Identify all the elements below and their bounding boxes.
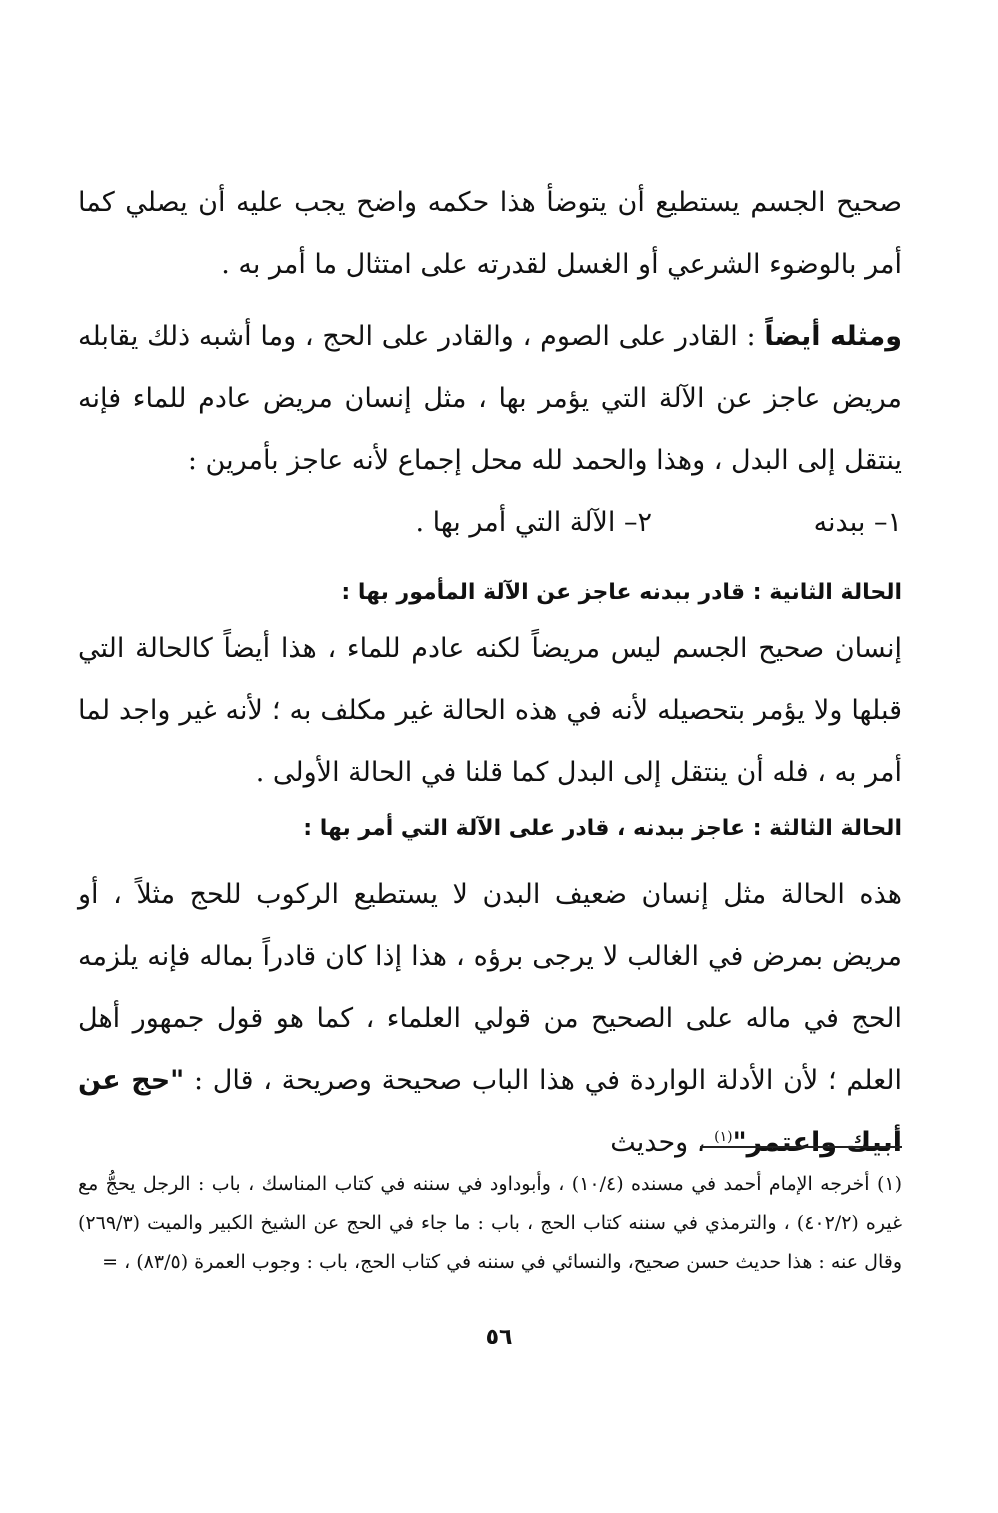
footnotes: [78, 1165, 902, 1282]
paragraph-4-text: هذه الحالة مثل إنسان ضعيف البدن لا يستطيع الركوب للحج مثلاً ، أو مريض بمرض في الغالب لا يرجى برؤه ، هذا إذا كان قادراً بماله فإنه يلزمه الحج في ماله على الصحيح من قولي العلماء ، كما هو قول جمهور أهل العلم ؛ لأن الأدلة الواردة في هذا الباب صحيحة وصريحة ، قال :: [78, 879, 902, 1096]
list-item-1: ١– ببدنه: [813, 507, 902, 538]
footnote-divider: [700, 1146, 902, 1148]
paragraph-3: إنسان صحيح الجسم ليس مريضاً لكنه عادم للماء ، هذا أيضاً كالحالة التي قبلها ولا يؤمر بتحصيله لأنه في هذه الحالة غير مكلف به ؛ لأنه غير واجد لما أمر به ، فله أن ينتقل إلى البدل كما قلنا في الحالة الأولى .: [78, 633, 902, 788]
paragraph-1: صحيح الجسم يستطيع أن يتوضأ هذا حكمه واضح يجب عليه أن يصلي كما أمر بالوضوء الشرعي أو الغسل لقدرته على امتثال ما أمر به .: [78, 187, 902, 280]
section-heading-2: الحالة الثانية : قادر ببدنه عاجز عن الآلة المأمور بها :: [341, 580, 902, 605]
section-heading-3: الحالة الثالثة : عاجز ببدنه ، قادر على الآلة التي أمر بها :: [303, 816, 902, 841]
paragraph-2-text: : القادر على الصوم ، والقادر على الحج ، وما أشبه ذلك يقابله مريض عاجز عن الآلة التي يؤمر بها ، مثل إنسان مريض عادم للماء فإنه ينتقل إلى البدل ، وهذا والحمد لله محل إجماع لأنه عاجز بأمرين :: [78, 321, 902, 476]
list-item-2: ٢– الآلة التي أمر بها .: [415, 507, 652, 538]
paragraph-2: [78, 306, 902, 492]
page-number: ٥٦: [485, 1325, 513, 1350]
paragraph-4: [78, 864, 902, 1174]
main-text: [78, 172, 902, 1174]
hadith-quote: "حج عن أبيك واعتمر": [78, 1065, 902, 1158]
footnote-ref: (١): [714, 1129, 733, 1145]
list-line: [78, 492, 902, 554]
footnote-1: (١) أخرجه الإمام أحمد في مسنده (١٠/٤) ، وأبوداود في سننه في كتاب المناسك ، باب : الرجل يحجُّ مع غيره (٤٠٢/٢) ، والترمذي في سننه كتاب الحج ، باب : ما جاء في الحج عن الشيخ الكبير والميت (٢٦٩/٣) وقال عنه : هذا حديث حسن صحيح، والنسائي في سننه في كتاب الحج، باب : وجوب العمرة (٨٣/٥) ، =: [78, 1173, 903, 1273]
paragraph-2-lead: ومثله أيضاً: [764, 321, 903, 352]
paragraph-4-end: ، وحديث: [610, 1127, 715, 1158]
